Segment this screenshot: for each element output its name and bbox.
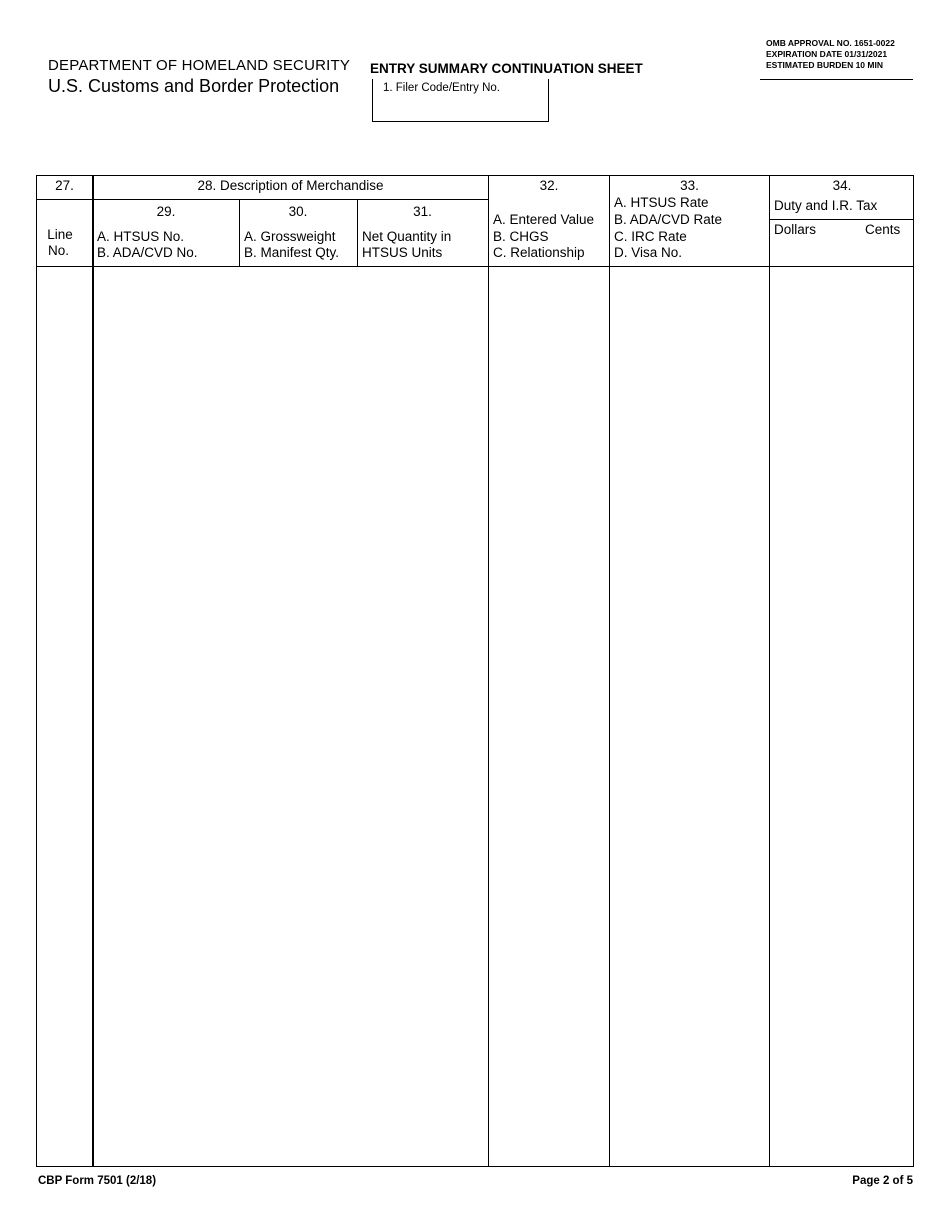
header-rule (760, 79, 913, 80)
line-no-entry-area[interactable] (37, 267, 92, 1166)
form-number: CBP Form 7501 (2/18) (38, 1175, 157, 1187)
table-divider (37, 199, 92, 200)
merchandise-table (36, 175, 914, 1167)
col32-number: 32. (539, 178, 559, 193)
col33-visa-label: D. Visa No. (614, 245, 683, 260)
col34-duty-tax-label: Duty and I.R. Tax (774, 198, 878, 213)
col29-htsus-label: A. HTSUS No. (97, 229, 185, 244)
entered-value-entry-area[interactable] (489, 267, 609, 1166)
filer-code-label: 1. Filer Code/Entry No. (383, 82, 500, 94)
col34-number: 34. (832, 178, 852, 193)
col32-relationship-label: C. Relationship (493, 245, 585, 260)
col30-grossweight-label: A. Grossweight (244, 229, 336, 244)
department-name: DEPARTMENT OF HOMELAND SECURITY (48, 57, 351, 74)
col32-entered-value-label: A. Entered Value (493, 212, 595, 227)
col33-number: 33. (680, 178, 699, 193)
omb-burden: ESTIMATED BURDEN 10 MIN (766, 60, 883, 70)
col32-chgs-label: B. CHGS (493, 229, 549, 244)
omb-expiration: EXPIRATION DATE 01/31/2021 (766, 49, 888, 59)
col33-irc-rate-label: C. IRC Rate (614, 229, 687, 244)
col31-units-label: HTSUS Units (362, 245, 443, 260)
col28-description-header: 28. Description of Merchandise (197, 178, 384, 193)
agency-name: U.S. Customs and Border Protection (48, 76, 340, 96)
form-title: ENTRY SUMMARY CONTINUATION SHEET (370, 61, 643, 76)
col30-manifest-label: B. Manifest Qty. (244, 245, 340, 260)
omb-info (766, 38, 895, 71)
table-divider (93, 199, 488, 200)
rate-entry-area[interactable] (610, 267, 769, 1166)
col29-number: 29. (156, 204, 176, 219)
col27-number: 27. (55, 178, 74, 193)
col27-line-label: Line (47, 227, 73, 242)
col31-number: 31. (413, 204, 432, 219)
page-number: Page 2 of 5 (852, 1175, 913, 1187)
col34-dollars-label: Dollars (774, 222, 817, 237)
col29-adacvd-label: B. ADA/CVD No. (97, 245, 198, 260)
omb-approval: OMB APPROVAL NO. 1651-0022 (766, 38, 895, 48)
table-divider (769, 219, 914, 220)
col31-netqty-label: Net Quantity in (362, 229, 452, 244)
col34-cents-label: Cents (865, 222, 901, 237)
col30-number: 30. (288, 204, 308, 219)
filer-code-entry-field[interactable] (372, 79, 549, 122)
description-entry-area[interactable] (94, 267, 488, 1166)
duty-entry-area[interactable] (770, 267, 914, 1166)
col33-adacvd-rate-label: B. ADA/CVD Rate (614, 212, 723, 227)
col27-no-label: No. (47, 243, 69, 258)
col33-htsus-rate-label: A. HTSUS Rate (614, 195, 709, 210)
